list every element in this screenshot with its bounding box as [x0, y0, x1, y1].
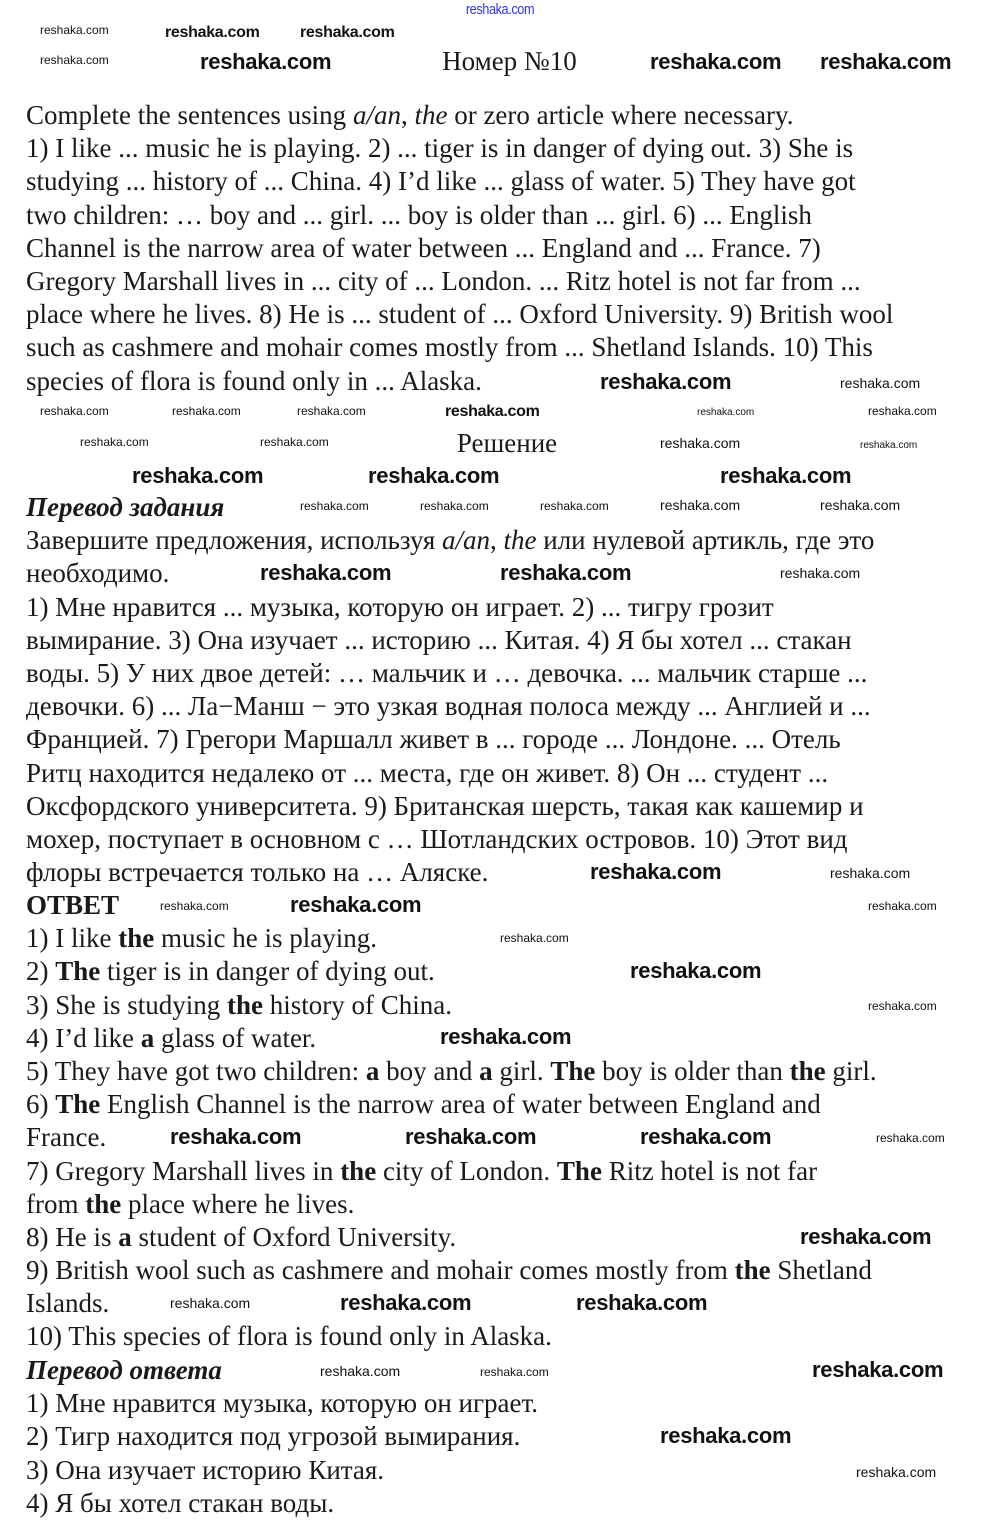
text-segment: France.	[26, 1122, 107, 1153]
emphasized-text: the	[85, 1188, 122, 1219]
text-segment: or zero article where necessary.	[447, 100, 794, 130]
watermark: reshaka.com	[820, 497, 901, 513]
watermark: reshaka.com	[860, 440, 918, 451]
watermark: reshaka.com	[165, 24, 260, 41]
answer-translation	[26, 1354, 538, 1520]
text-line	[26, 989, 452, 1022]
watermark: reshaka.com	[840, 375, 921, 391]
text-segment: Shetland	[770, 1255, 872, 1286]
text-line	[26, 557, 169, 590]
text-segment: Францией. 7) Грегори Маршалл живет в ... городе ... Лондоне. ... Отель	[26, 724, 841, 755]
emphasized-text: the	[340, 1155, 377, 1186]
watermark: reshaka.com	[868, 999, 937, 1013]
text-line	[26, 1454, 384, 1487]
text-segment: history of China.	[263, 989, 453, 1020]
text-segment: 1) I like	[26, 923, 119, 954]
watermark: reshaka.com	[540, 499, 609, 513]
text-segment: 1) Мне нравится музыка, которую он играет.	[26, 1388, 539, 1419]
watermark: reshaka.com	[297, 404, 366, 418]
emphasized-text: a	[479, 1055, 493, 1086]
text-segment: studying ... history of ... China. 4) I’d like ... glass of water. 5) They have got	[26, 166, 856, 197]
text-segment: мохер, поступает в основном с … Шотландских островов. 10) Этот вид	[26, 823, 848, 854]
text-line	[26, 1254, 872, 1287]
text-line	[26, 298, 893, 331]
text-line	[26, 591, 774, 624]
watermark: reshaka.com	[40, 23, 109, 37]
text-line	[26, 624, 852, 657]
watermark: reshaka.com	[170, 1124, 302, 1149]
watermark: reshaka.com	[660, 1423, 792, 1448]
emphasized-text: the	[789, 1055, 826, 1086]
text-line	[26, 790, 864, 823]
text-segment: girl.	[825, 1055, 877, 1086]
text-segment: 6)	[26, 1089, 56, 1120]
watermark: reshaka.com	[340, 1290, 472, 1315]
text-line	[26, 889, 119, 922]
text-line	[26, 1354, 222, 1387]
emphasized-text: Перевод ответа	[26, 1355, 222, 1385]
watermark: reshaka.com	[290, 892, 422, 917]
text-segment: from	[26, 1188, 86, 1219]
text-line	[26, 723, 841, 756]
text-line	[26, 365, 482, 398]
text-line	[26, 690, 871, 723]
text-segment: 2) Тигр находится под угрозой вымирания.	[26, 1421, 521, 1452]
watermark: reshaka.com	[640, 1124, 772, 1149]
text-segment: Islands.	[26, 1288, 110, 1319]
text-segment: 7) Gregory Marshall lives in	[26, 1155, 341, 1186]
text-segment: 5) They have got two children:	[26, 1055, 366, 1086]
text-segment: music he is playing.	[154, 923, 377, 954]
watermark: reshaka.com	[320, 1363, 401, 1379]
text-segment: 3) Она изучает историю Китая.	[26, 1454, 385, 1485]
text-segment: place where he lives. 8) He is ... student of ... Oxford University. 9) British wool	[26, 299, 894, 330]
watermark: reshaka.com	[868, 404, 937, 418]
watermark: reshaka.com	[420, 499, 489, 513]
text-line	[26, 955, 435, 988]
site-link[interactable]: reshaka.com	[465, 1, 535, 18]
text-line	[26, 1287, 109, 1320]
text-segment: city of London.	[376, 1155, 557, 1186]
text-line	[26, 132, 853, 165]
watermark: reshaka.com	[200, 49, 332, 74]
watermark: reshaka.com	[480, 1365, 549, 1379]
emphasized-text: Перевод задания	[26, 492, 225, 522]
text-segment: вымирание. 3) Она изучает ... историю ... Китая. 4) Я бы хотел ... стакан	[26, 624, 852, 655]
text-segment: 3) She is studying	[26, 989, 228, 1020]
watermark: reshaka.com	[800, 1224, 932, 1249]
watermark: reshaka.com	[830, 865, 911, 881]
watermark: reshaka.com	[812, 1357, 944, 1382]
emphasized-text: a	[140, 1022, 155, 1053]
watermark: reshaka.com	[132, 463, 264, 488]
watermark: reshaka.com	[856, 1464, 937, 1480]
text-segment: girl.	[492, 1055, 551, 1086]
text-segment: species of flora is found only in ... Alaska.	[26, 365, 482, 396]
watermark: reshaka.com	[445, 403, 540, 420]
text-line	[26, 1487, 334, 1520]
text-segment: 10) This species of flora is found only in Alaska.	[26, 1321, 552, 1352]
emphasized-text: a	[365, 1055, 380, 1086]
text-line	[26, 657, 867, 690]
emphasized-text: a/an	[352, 100, 401, 130]
watermark: reshaka.com	[650, 49, 782, 74]
text-line	[26, 1320, 552, 1353]
task-translation	[26, 491, 874, 889]
text-segment: Ритц находится недалеко от ... места, где он живет. 8) Он ... студент ...	[26, 757, 829, 788]
text-segment: 4) I’d like	[26, 1022, 141, 1053]
text-segment: Complete the sentences using	[26, 100, 353, 130]
text-segment: 1) I like ... music he is playing. 2) ... tiger is in danger of dying out. 3) She is	[26, 133, 854, 164]
watermark: reshaka.com	[868, 899, 937, 913]
watermark: reshaka.com	[440, 1024, 572, 1049]
watermark: reshaka.com	[720, 463, 852, 488]
text-segment: или нулевой артикль, где это	[536, 525, 875, 556]
emphasized-text: the	[227, 989, 264, 1020]
text-line	[26, 524, 874, 557]
text-segment: 1) Мне нравится ... музыка, которую он играет. 2) ... тигру грозит	[26, 591, 774, 622]
text-segment: place where he lives.	[121, 1188, 355, 1219]
text-line	[26, 856, 488, 889]
text-segment: Channel is the narrow area of water between ... England and ... France. 7)	[26, 232, 821, 263]
text-segment: 9) British wool such as cashmere and mohair comes mostly from	[26, 1255, 735, 1286]
watermark: reshaka.com	[590, 859, 722, 884]
watermark: reshaka.com	[697, 407, 755, 418]
text-segment: необходимо.	[26, 558, 170, 589]
text-segment: 4) Я бы хотел стакан воды.	[26, 1487, 335, 1518]
text-line	[26, 1188, 354, 1221]
emphasized-text: the	[503, 525, 537, 556]
text-line	[26, 1055, 877, 1088]
text-line	[26, 1420, 520, 1453]
text-segment: boy is older than	[595, 1055, 790, 1086]
watermark: reshaka.com	[300, 24, 395, 41]
text-line	[26, 491, 224, 524]
watermark: reshaka.com	[260, 560, 392, 585]
text-line	[26, 922, 377, 955]
text-line	[26, 1221, 456, 1254]
text-segment: two children: … boy and ... girl. ... boy is older than ... girl. 6) ... English	[26, 199, 812, 230]
watermark: reshaka.com	[630, 958, 762, 983]
text-segment: student of Oxford University.	[131, 1221, 457, 1252]
text-segment: девочки. 6) ... Ла−Манш − это узкая водная полоса между ... Англией и ...	[26, 691, 871, 722]
emphasized-text: the	[118, 923, 155, 954]
watermark: reshaka.com	[405, 1124, 537, 1149]
text-segment: boy and	[379, 1055, 480, 1086]
emphasized-text: The	[550, 1055, 596, 1086]
watermark: reshaka.com	[600, 369, 732, 394]
text-segment: ,	[490, 525, 504, 556]
watermark: reshaka.com	[820, 49, 952, 74]
text-line	[26, 1088, 821, 1121]
emphasized-text: ОТВЕТ	[26, 890, 120, 920]
watermark: reshaka.com	[576, 1290, 708, 1315]
text-line	[26, 823, 848, 856]
text-segment: ,	[400, 100, 415, 130]
watermark: reshaka.com	[300, 499, 369, 513]
watermark: reshaka.com	[500, 931, 569, 945]
watermark: reshaka.com	[80, 435, 149, 449]
watermark: reshaka.com	[500, 560, 632, 585]
text-segment: флоры встречается только на … Аляске.	[26, 857, 489, 888]
text-segment: glass of water.	[154, 1022, 317, 1053]
text-line	[26, 757, 828, 790]
watermark: reshaka.com	[660, 435, 741, 451]
text-line	[26, 199, 812, 232]
emphasized-text: The	[55, 956, 101, 987]
solution-heading: Решение	[456, 428, 558, 458]
watermark: reshaka.com	[40, 404, 109, 418]
watermark: reshaka.com	[876, 1131, 945, 1145]
text-line	[26, 331, 873, 364]
emphasized-text: the	[734, 1255, 771, 1286]
page-title: Номер №10	[442, 46, 577, 76]
watermark: reshaka.com	[160, 899, 229, 913]
text-segment: Завершите предложения, используя	[26, 525, 442, 556]
emphasized-text: The	[556, 1155, 602, 1186]
watermark: reshaka.com	[40, 53, 109, 67]
text-line	[26, 1155, 817, 1188]
text-segment: 2)	[26, 956, 56, 987]
emphasized-text: a/an	[441, 525, 490, 556]
text-segment: 8) He is	[26, 1221, 119, 1252]
text-line	[26, 265, 861, 298]
text-segment: English Channel is the narrow area of water between England and	[100, 1089, 821, 1120]
text-segment: Ritz hotel is not far	[601, 1155, 818, 1186]
text-segment: Оксфордского университета. 9) Британская шерсть, такая как кашемир и	[26, 790, 864, 821]
text-line	[26, 1387, 538, 1420]
watermark: reshaka.com	[260, 435, 329, 449]
watermark: reshaka.com	[172, 404, 241, 418]
text-line	[26, 232, 821, 265]
emphasized-text: the	[414, 100, 448, 130]
task-text	[26, 99, 893, 398]
watermark: reshaka.com	[368, 463, 500, 488]
text-segment: tiger is in danger of dying out.	[100, 956, 435, 987]
watermark: reshaka.com	[660, 497, 741, 513]
emphasized-text: a	[118, 1221, 132, 1252]
text-segment: such as cashmere and mohair comes mostly from ... Shetland Islands. 10) This	[26, 332, 873, 363]
text-line	[26, 99, 794, 132]
text-segment: воды. 5) У них двое детей: … мальчик и … девочка. ... мальчик старше ...	[26, 657, 868, 688]
text-line	[26, 1121, 106, 1154]
text-line	[26, 1022, 316, 1055]
emphasized-text: The	[55, 1089, 101, 1120]
watermark: reshaka.com	[170, 1295, 251, 1311]
text-line	[26, 165, 856, 198]
watermark: reshaka.com	[780, 565, 861, 581]
text-segment: Gregory Marshall lives in ... city of ... London. ... Ritz hotel is not far from ...	[26, 265, 861, 296]
